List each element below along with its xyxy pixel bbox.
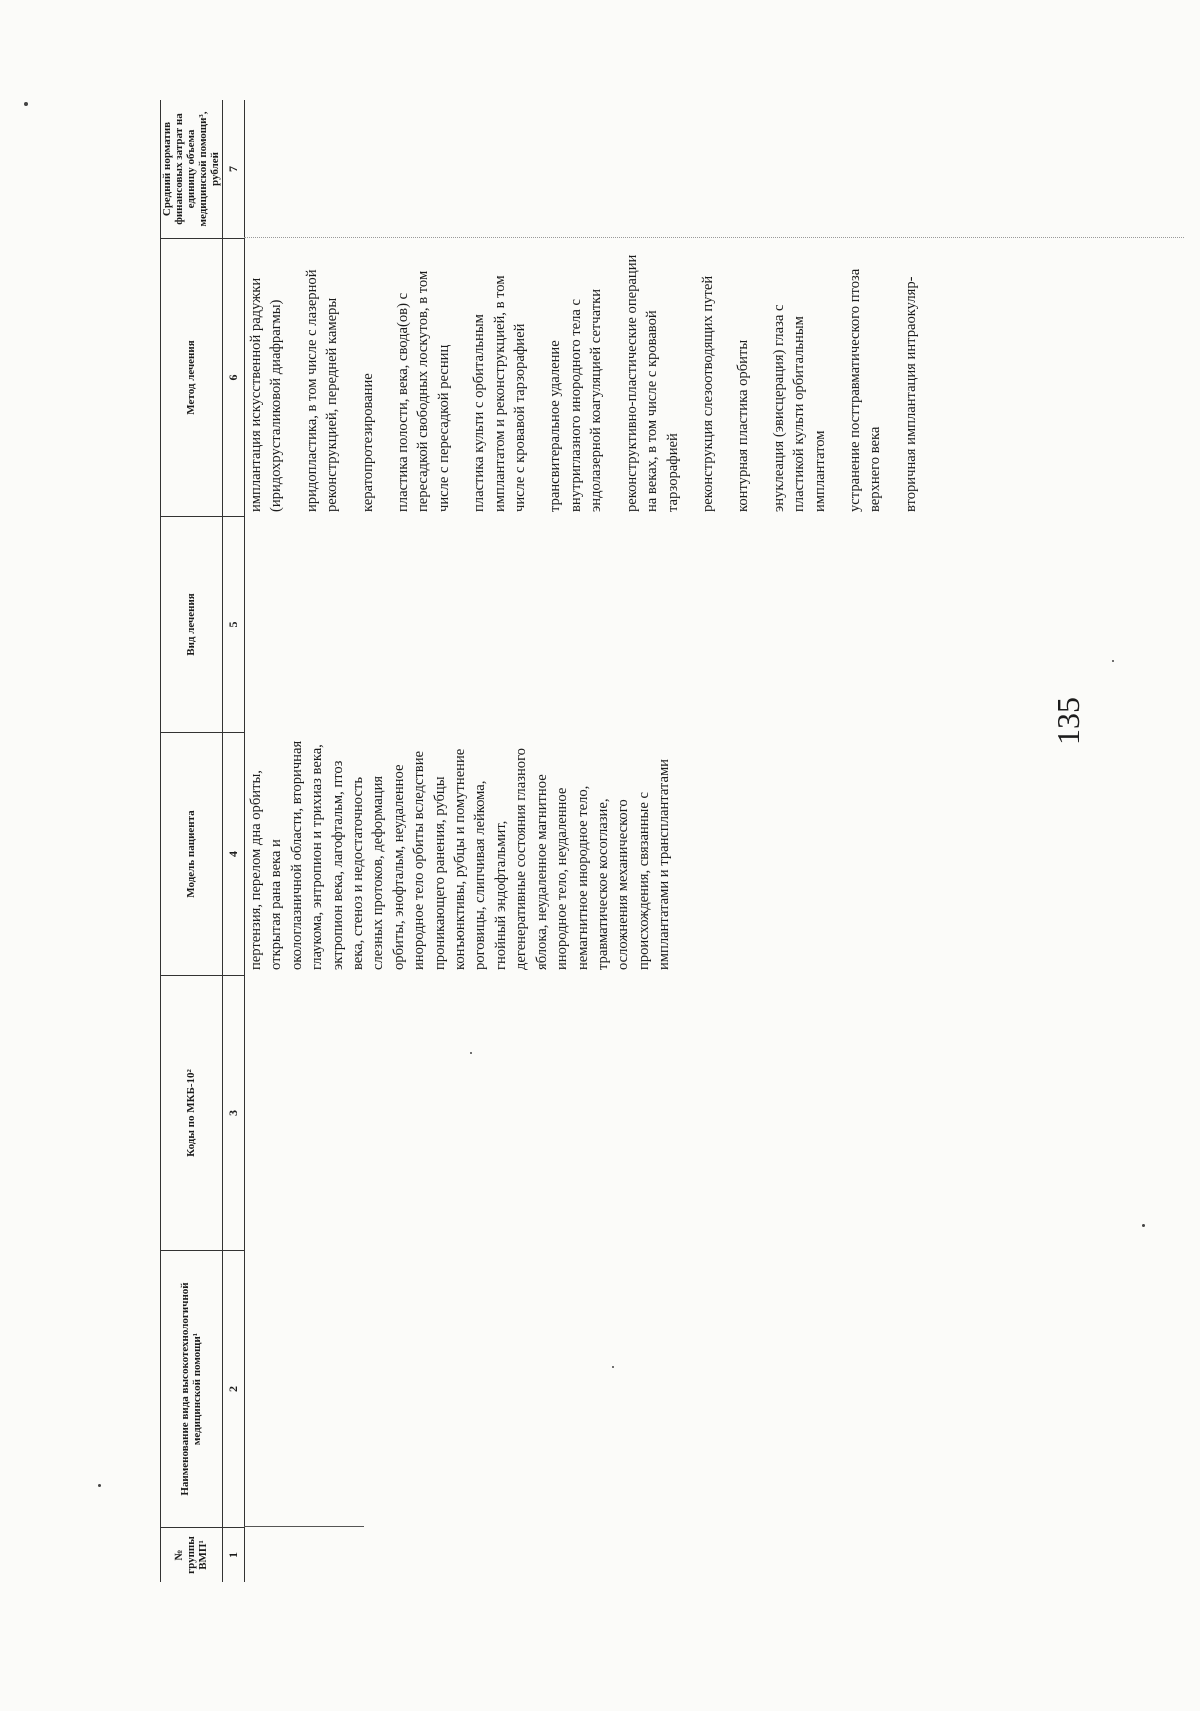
- treatment-method-item: реконструктивно-пластические операции на веках, в том числе с кровавой тарзорафией: [623, 254, 681, 512]
- header-bottom-rule: [222, 100, 223, 1582]
- patient-model-cell: пертензия, перелом дна орбиты, открытая рана века и окологлазничной области, вторичная глаукома, энтропион и трихиаз века, эктропион века, лагофтальм, птоз века, стеноз и недостаточность слезных протоков, деформация орбиты, энофтальм, неудаленное инородное тело орбиты вследствие проникающего ранения, рубцы конъюнктивы, рубцы и помутнение роговицы, слипчивая лейкома, гнойный эндофтальмит, дегенеративные состояния глазного яблока, неудаленное магнитное инородное тело, неудаленное немагнитное инородное тело, травматическое косоглазие, осложнения механического происхождения, связанные с имплантатами и трансплантатами: [248, 740, 673, 970]
- header-care-type: Наименование вида высокотехнологичной медицинской помощи¹: [160, 1250, 222, 1527]
- header-patient-model: Модель пациента: [160, 732, 222, 975]
- column-number-5: 5: [222, 516, 244, 732]
- treatment-method-item: вторичная имплантация интраокуляр-: [902, 276, 919, 512]
- header-icd-codes: Коды по МКБ-10²: [160, 975, 222, 1250]
- number-row-rule: [244, 100, 245, 1582]
- column-number-7: 7: [225, 166, 240, 172]
- treatment-method-item: устранение посттравматического птоза верхнего века: [846, 268, 884, 512]
- treatment-method-item: контурная пластика орбиты: [735, 339, 752, 512]
- scan-speck: [24, 102, 28, 106]
- column-number-3: 3: [222, 975, 244, 1250]
- header-treatment-method: Метод лечения: [160, 238, 222, 516]
- header-top-rule: [160, 100, 161, 1582]
- page-number: 135: [1050, 697, 1086, 745]
- header-cost-standard: Средний норматив финансовых затрат на единицу объема медицинской помощи³, рублей: [161, 111, 221, 227]
- treatment-method-item: пластика культи с орбитальным имплантатом и реконструкцией, в том числе с кровавой тарзорафией: [471, 275, 529, 512]
- column-number-1: 1: [222, 1527, 244, 1582]
- treatment-method-item: иридопластика, в том числе с лазерной реконструкцией, передней камеры: [303, 269, 341, 512]
- rotated-table-container: [160, 100, 1190, 1582]
- column-number-2: 2: [222, 1250, 244, 1527]
- treatment-method-item: энуклеация (эвисцерация) глаза с пластикой культи орбитальным имплантатом: [770, 304, 828, 512]
- header-group-number: № группы ВМП¹: [160, 1527, 222, 1582]
- column-separator: [244, 237, 1184, 238]
- treatment-method-item: пластика полости, века, свода(ов) с пересадкой свободных лоскутов, в том числе с пересадкой ресниц: [395, 270, 452, 512]
- column-separator: [244, 1526, 364, 1527]
- treatment-method-list: [246, 247, 936, 512]
- header-treatment-type: Вид лечения: [160, 516, 222, 732]
- column-number-4: 4: [222, 732, 244, 975]
- scan-speck: [98, 1484, 101, 1487]
- treatment-method-item: кератопротезирование: [359, 373, 376, 512]
- treatment-method-item: реконструкция слезоотводящих путей: [699, 275, 716, 512]
- treatment-method-item: имплантация искусственной радужки (иридохрусталиковой диафрагмы): [248, 277, 285, 512]
- treatment-table: [160, 100, 1190, 1582]
- column-number-6: 6: [222, 238, 244, 516]
- treatment-method-item: трансвитеральное удаление внутриглазного инородного тела с эндолазерной коагуляцией сетчатки: [547, 288, 605, 512]
